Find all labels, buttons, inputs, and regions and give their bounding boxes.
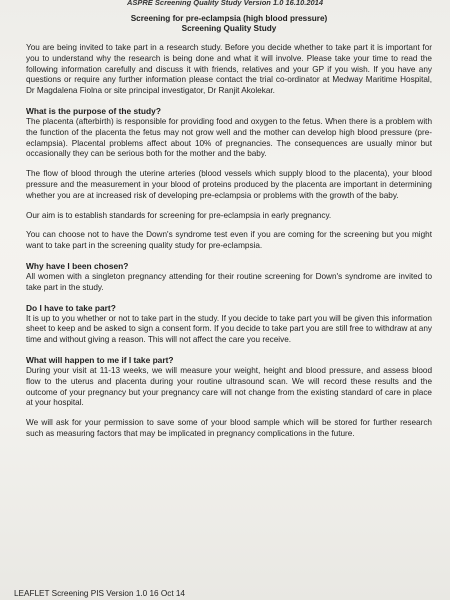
section-heading: What is the purpose of the study?: [26, 105, 161, 116]
section-paragraph: It is up to you whether or not to take part in the study. If you decide to take part you will be given this information sheet to keep and be asked to sign a consent form. If you decide to take part you are still free to withdraw at any time and without giving a reason. This will not affect the care you receive.: [26, 313, 432, 345]
section-heading: Why have I been chosen?: [26, 260, 129, 271]
section-paragraph: Our aim is to establish standards for screening for pre-eclampsia in early pregnancy.: [26, 210, 332, 220]
section-heading: Do I have to take part?: [26, 302, 116, 313]
section-paragraph: All women with a singleton pregnancy attending for their routine screening for Down's syndrome are invited to take part in the study.: [26, 271, 432, 292]
section-paragraph: You can choose not to have the Down's syndrome test even if you are coming for the screening but you might want to take part in the screening quality study for pre-eclampsia.: [26, 230, 432, 251]
section-paragraph: We will ask for your permission to save some of your blood sample which will be stored for further research such as measuring factors that may be implicated in pregnancy complications in the future.: [26, 418, 432, 438]
section-paragraph: The placenta (afterbirth) is responsible for providing food and oxygen to the fetus. When there is a problem with the function of the placenta the fetus may not grow well and the mother can develop high blood pressure (pre-eclampsia). Placental problems affect about 10% of pregnancies. The consequences are usually minor but occasionally they can be serious both for the mother and the baby.: [26, 116, 432, 159]
section-why-chosen: [26, 261, 432, 294]
document-body: [26, 14, 432, 449]
section-do-i-have-to: [26, 303, 432, 346]
document-header-line: ASPRE Screening Quality Study Version 1.0 16.10.2014: [126, 0, 324, 7]
document-subtitle: Screening Quality Study: [181, 24, 277, 33]
section-paragraph: During your visit at 11-13 weeks, we will measure your weight, height and blood pressure, and assess blood flow to the uterus and placenta during your routine ultrasound scan. We will record these results and the outcome of your pregnancy but your pregnancy care will not change from the existing standard of care in place at your hospital.: [26, 365, 432, 408]
document-footer: LEAFLET Screening PIS Version 1.0 16 Oct 14: [14, 589, 185, 598]
section-paragraph: The flow of blood through the uterine arteries (blood vessels which supply blood to the placenta), your blood pressure and the measurement in your blood of proteins produced by the placenta are important in determining whether you are at increased risk of developing pre-eclampsia or problems with the growth of the baby.: [26, 169, 432, 200]
section-heading: What will happen to me if I take part?: [26, 354, 174, 365]
intro-paragraph: You are being invited to take part in a research study. Before you decide whether to take part it is important for you to understand why the research is being done and what it will involve. Please take your time to read the following information carefully and discuss it with friends, relatives and your GP if you wish. If you have any questions or require any further information please contact the trial co-ordinator at Medway Maritime Hospital, Dr Magdalena Fiolna or site principal investigator, Dr Ranjit Akolekar.: [26, 43, 432, 96]
section-what-will-happen: [26, 355, 432, 440]
document-title: Screening for pre-eclampsia (high blood pressure): [130, 14, 328, 23]
section-purpose: [26, 106, 432, 252]
